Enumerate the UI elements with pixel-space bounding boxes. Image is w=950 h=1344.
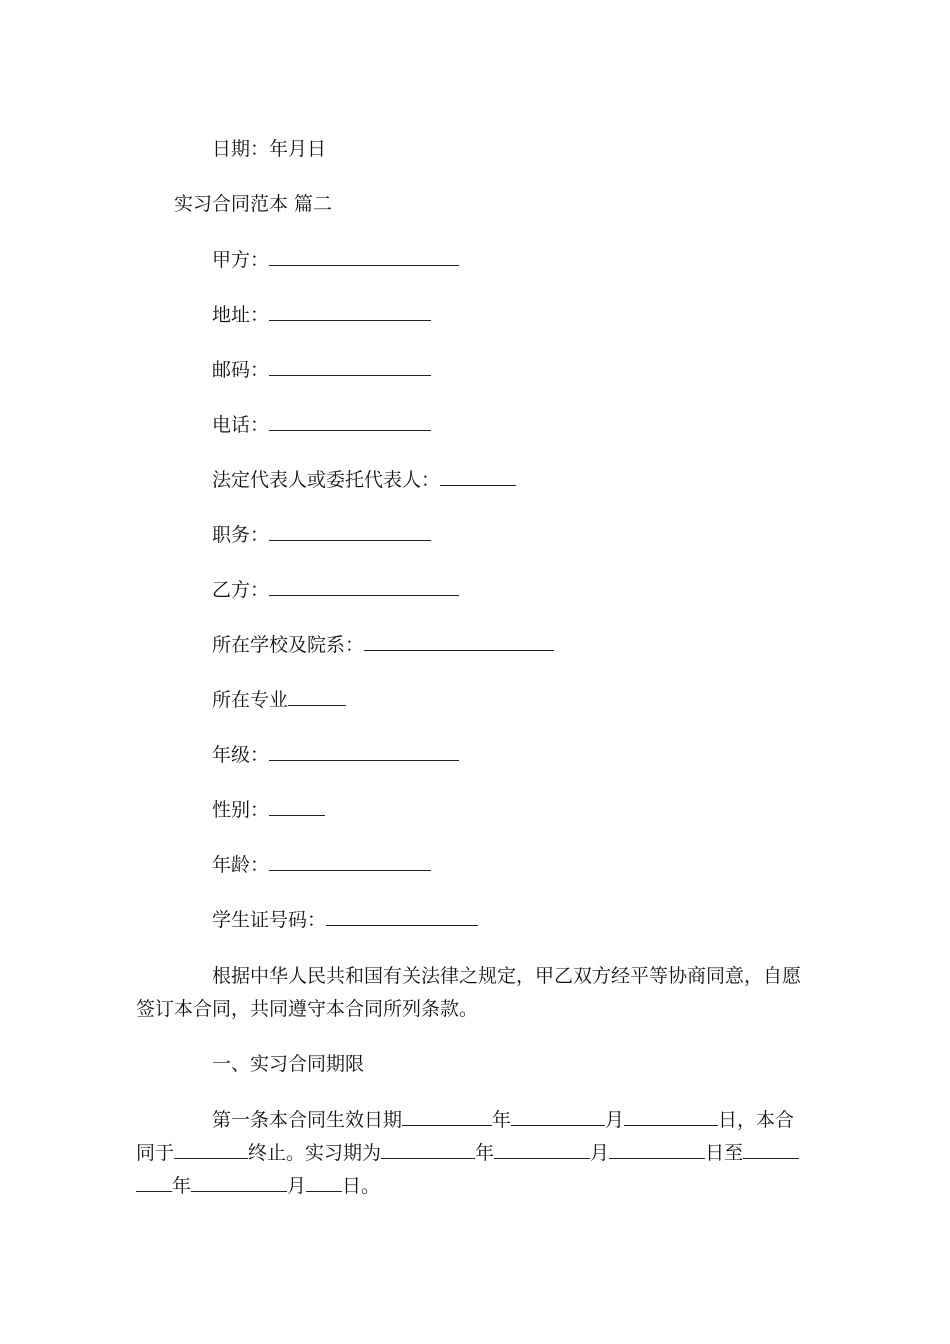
internship-end-year-blank-b[interactable] [136, 1173, 172, 1192]
article1-text-12: 日。 [342, 1175, 381, 1197]
field-student-id [212, 907, 478, 932]
field-postcode-label: 邮码： [212, 359, 270, 381]
field-party-a-label: 甲方： [212, 249, 270, 271]
age-blank[interactable] [269, 852, 431, 871]
field-gender [212, 797, 325, 822]
internship-start-month-blank[interactable] [494, 1140, 590, 1159]
field-legal-rep [212, 467, 516, 492]
internship-start-day-blank[interactable] [609, 1140, 705, 1159]
field-school-label: 所在学校及院系： [212, 634, 365, 656]
field-address [212, 302, 431, 327]
effective-month-blank[interactable] [511, 1107, 605, 1126]
article1-text-4: 日，本合 [718, 1109, 795, 1131]
gender-blank[interactable] [269, 797, 325, 816]
article1-text-2: 年 [492, 1109, 512, 1131]
field-age [212, 852, 431, 877]
article1-text-1: 第一条本合同生效日期 [212, 1109, 403, 1131]
field-position [212, 522, 431, 547]
section-title: 实习合同范本 篇二 [174, 193, 333, 215]
field-party-b [212, 577, 459, 602]
clause-heading: 一、实习合同期限 [212, 1053, 365, 1075]
effective-day-blank[interactable] [624, 1107, 718, 1126]
internship-end-day-blank[interactable] [306, 1173, 342, 1192]
position-blank[interactable] [269, 522, 431, 541]
article1-line-3 [136, 1173, 380, 1198]
field-phone-label: 电话： [212, 414, 270, 436]
field-gender-label: 性别： [212, 799, 270, 821]
internship-start-year-blank[interactable] [381, 1140, 475, 1159]
postcode-blank[interactable] [269, 357, 431, 376]
major-blank[interactable] [288, 687, 346, 706]
field-position-label: 职务： [212, 524, 270, 546]
field-major-label: 所在专业 [212, 689, 289, 711]
field-grade [212, 742, 459, 767]
party-a-blank[interactable] [269, 247, 459, 266]
grade-blank[interactable] [269, 742, 459, 761]
preamble-line-1: 根据中华人民共和国有关法律之规定，甲乙双方经平等协商同意，自愿 [212, 965, 802, 987]
field-postcode [212, 357, 431, 382]
internship-end-year-blank-a[interactable] [743, 1140, 799, 1159]
field-school [212, 632, 554, 657]
article1-text-10: 年 [172, 1175, 192, 1197]
article1-line-2 [136, 1140, 799, 1165]
field-major [212, 687, 346, 712]
legal-rep-blank[interactable] [440, 467, 516, 486]
field-party-b-label: 乙方： [212, 579, 270, 601]
field-party-a [212, 247, 459, 272]
field-address-label: 地址： [212, 304, 270, 326]
article1-line-1 [212, 1107, 794, 1132]
student-id-blank[interactable] [326, 907, 478, 926]
article1-text-8: 月 [590, 1142, 610, 1164]
article1-text-5: 同于 [136, 1142, 175, 1164]
preamble-line-2: 签订本合同，共同遵守本合同所列条款。 [136, 998, 479, 1020]
article1-text-11: 月 [287, 1175, 307, 1197]
date-line: 日期：年月日 [212, 138, 327, 160]
article1-text-7: 年 [475, 1142, 495, 1164]
end-date-blank[interactable] [174, 1140, 248, 1159]
internship-end-month-blank[interactable] [191, 1173, 287, 1192]
field-legal-rep-label: 法定代表人或委托代表人： [212, 469, 441, 491]
article1-text-9: 日至 [705, 1142, 744, 1164]
field-phone [212, 412, 431, 437]
phone-blank[interactable] [269, 412, 431, 431]
party-b-blank[interactable] [269, 577, 459, 596]
effective-year-blank[interactable] [402, 1107, 492, 1126]
field-grade-label: 年级： [212, 744, 270, 766]
address-blank[interactable] [269, 302, 431, 321]
article1-text-6: 终止。实习期为 [248, 1142, 382, 1164]
article1-text-3: 月 [605, 1109, 625, 1131]
field-student-id-label: 学生证号码： [212, 909, 327, 931]
school-blank[interactable] [364, 632, 554, 651]
field-age-label: 年龄： [212, 854, 270, 876]
